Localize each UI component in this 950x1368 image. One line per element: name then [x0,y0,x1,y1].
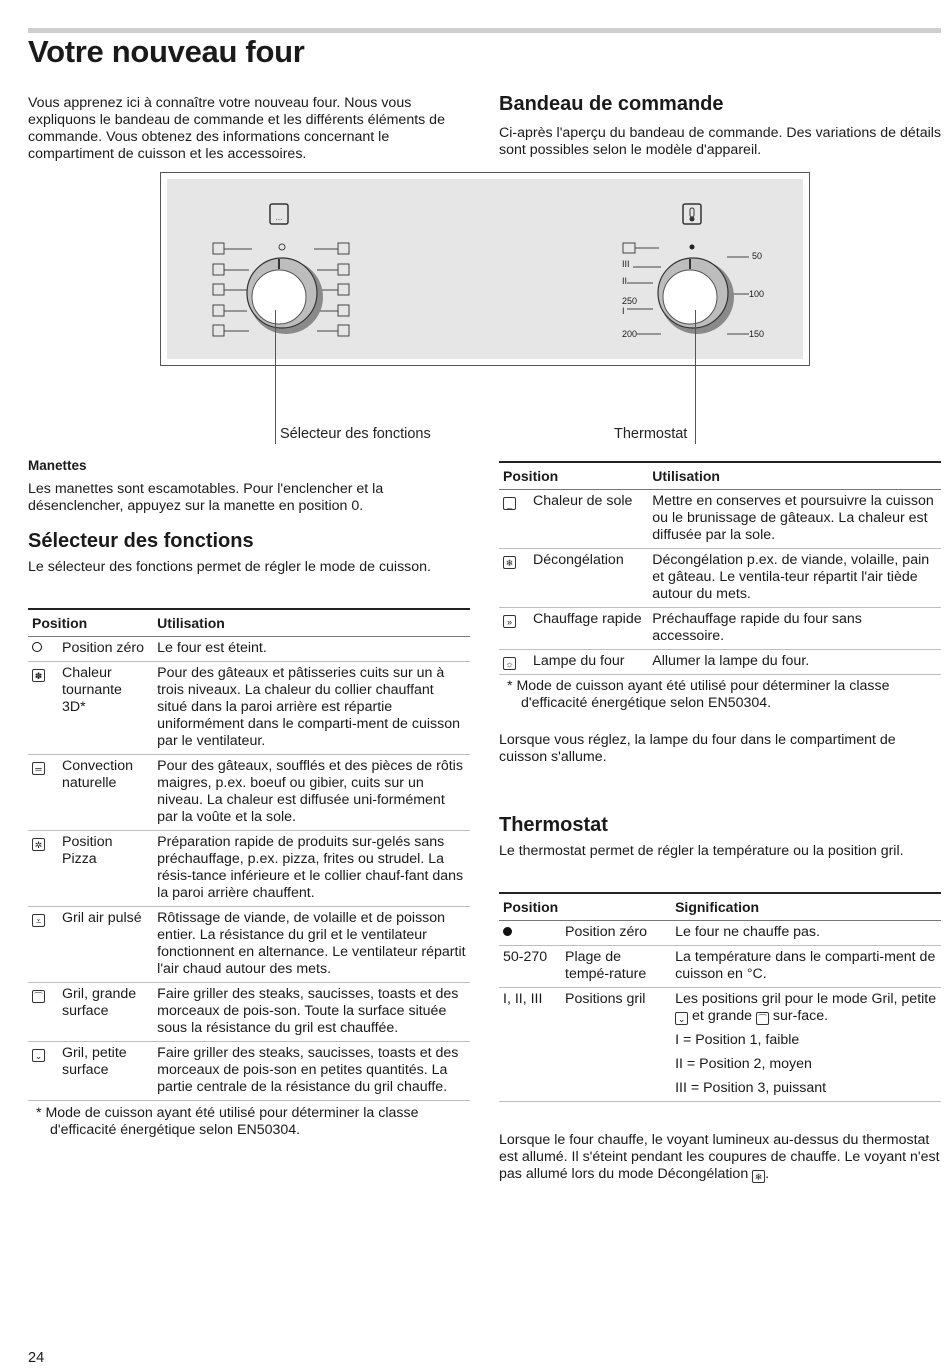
selecteur-footnote: * Mode de cuisson ayant été utilisé pour déterminer la classe d'efficacité énergétique selon EN50304. [36,1105,419,1138]
table-row [28,1042,470,1101]
label-selector: Sélecteur des fonctions [280,426,431,442]
selecteur-table-wrap [28,608,470,1139]
row-name: Position zéro [561,921,671,946]
pizza-setting-icon: ✲ [32,838,45,851]
thermostat-heading: Thermostat [499,814,608,836]
row-use: Préchauffage rapide du four sans accessoire. [648,608,941,650]
zero-position-icon [32,642,42,652]
table-row [499,946,941,988]
row-name: Convection naturelle [58,755,153,831]
bandeau-heading: Bandeau de commande [499,93,724,115]
selecteur-table [28,608,470,1101]
col-signification: Signification [671,893,941,921]
control-panel-illustration [160,172,810,366]
thermostat-note [499,1132,941,1183]
grill-text-a: Les positions gril pour le mode Gril, petite [675,991,937,1007]
label-thermostat: Thermostat [614,426,688,442]
defrost-icon: ❄ [752,1170,765,1183]
selecteur2-footnote: * Mode de cuisson ayant été utilisé pour déterminer la classe d'efficacité énergétique selon EN50304. [507,678,890,711]
intro-text: Vous apprenez ici à connaître votre nouveau four. Nous vous expliquons le bandeau de commande et les différents éléments de commande. Vous obtenez des informations concernant le compartiment de cuisson et les accessoires. [28,95,445,162]
thermostat-table [499,892,941,1102]
thermostat-note-end: . [765,1166,770,1182]
table-row [28,662,470,755]
row-position: I, II, III [499,988,561,1102]
table-row [28,755,470,831]
page-title: Votre nouveau four [28,34,305,69]
scale-III: III [622,259,630,269]
row-name: Position Pizza [58,831,153,907]
oven-lamp-icon: ☼ [503,657,516,670]
selecteur-text: Le sélecteur des fonctions permet de régler le mode de cuisson. [28,559,431,575]
bandeau-text: Ci-après l'aperçu du bandeau de commande. Des variations de détails sont possibles selon le modèle d'appareil. [499,125,941,158]
table-row [499,549,941,608]
row-name: Chauffage rapide [529,608,648,650]
thermostat-knob [658,258,734,334]
lamp-note: Lorsque vous réglez, la lampe du four dans le compartiment de cuisson s'allume. [499,732,896,765]
row-use: Décongélation p.ex. de viande, volaille, pain et gâteau. Le ventila-teur répartit l'air tiède autour du mets. [648,549,941,608]
table-row [499,988,941,1102]
col-utilisation: Utilisation [648,462,941,490]
selecteur-heading: Sélecteur des fonctions [28,530,254,552]
zero-position-dot-icon [503,927,512,936]
circotherm-grill-icon: ⩡ [32,914,45,927]
thermostat-text: Le thermostat permet de régler la température ou la position gril. [499,843,904,859]
selector-leader-line [275,310,276,444]
defrost-icon: ❄ [503,556,516,569]
thermostat-indicator-icon [683,204,701,224]
row-use: Rôtissage de viande, de volaille et de poisson entier. La résistance du gril et le ventilateur fonctionnent en alternance. Le ventilateur répartit l'air chaud autour des mets. [153,907,470,983]
row-name: Position zéro [58,637,153,662]
scale-100: 100 [749,289,765,299]
table-row [28,983,470,1042]
col-position: Position [499,462,648,490]
top-bottom-heat-icon: ═ [32,762,45,775]
row-name: Gril, grande surface [58,983,153,1042]
thermostat-note-text: Lorsque le four chauffe, le voyant lumineux au-dessus du thermostat est allumé. Il s'éteint pendant les coupures de chauffe. Le voyant n'est pas allumé lors du mode Décongélation [499,1132,940,1182]
table-row [28,831,470,907]
scale-200: 200 [622,329,638,339]
thermostat-table-wrap [499,892,941,1102]
scale-50: 50 [752,251,763,261]
grill-level-3: III = Position 3, puissant [675,1080,827,1096]
manettes-heading: Manettes [28,458,87,473]
rapid-heat-icon: » [503,615,516,628]
function-selector-knob [247,258,323,334]
selecteur2-table [499,461,941,675]
table-row [28,907,470,983]
row-use: Le four ne chauffe pas. [671,921,941,946]
svg-text:...: ... [275,214,283,222]
grill-small-icon: ⌄ [32,1049,45,1062]
page-number: 24 [28,1350,45,1366]
grill-large-icon: ⁀ [32,990,45,1003]
row-name: Gril, petite surface [58,1042,153,1101]
row-use: La température dans le comparti-ment de cuisson en °C. [671,946,941,988]
row-name: Positions gril [561,988,671,1102]
table-row [499,921,941,946]
grill-level-2: II = Position 2, moyen [675,1056,812,1072]
row-name: Chaleur de sole [529,490,648,549]
scale-II: II [622,276,628,286]
row-name: Gril air pulsé [58,907,153,983]
row-use: Mettre en conserves et poursuivre la cuisson ou le brunissage de gâteaux. La chaleur est diffusée par la sole. [648,490,941,549]
row-name: Lampe du four [529,650,648,675]
row-name: Plage de tempé-rature [561,946,671,988]
row-use: Faire griller des steaks, saucisses, toasts et des morceaux de pois-son. Toute la surface située sous la résistance du gril est chauffée. [153,983,470,1042]
table-row [499,650,941,675]
grill-level-1: I = Position 1, faible [675,1032,800,1048]
row-use [671,988,941,1102]
col-position: Position [28,609,153,637]
grill-small-icon: ⌄ [675,1012,688,1025]
col-position: Position [499,893,671,921]
row-use: Pour des gâteaux et pâtisseries cuits sur un à trois niveaux. La chaleur du collier chauffant situé dans la paroi arrière est répartie uniformément dans le comparti-ment de cuisson par le ventilateur. [153,662,470,755]
row-name: Décongélation [529,549,648,608]
row-use: Le four est éteint. [153,637,470,662]
table-row [499,490,941,549]
scale-150: 150 [749,329,765,339]
row-use: Faire griller des steaks, saucisses, toasts et des morceaux de pois-son en petites quantités. La partie centrale de la résistance du gril chauffe. [153,1042,470,1101]
hot-air-3d-icon: ✽ [32,669,45,682]
grill-text-b: et grande [692,1008,752,1024]
table-row [28,637,470,662]
selecteur2-table-wrap [499,461,941,766]
bottom-heat-icon: _ [503,497,516,510]
scale-I: I [622,306,625,316]
thermostat-leader-line [695,310,696,444]
top-rule [28,28,941,33]
row-use: Préparation rapide de produits sur-gelés sans préchauffage, p.ex. pizza, frites ou strudel. La résis-tance inférieure et le collier chauf-fant dans la paroi arrière chauffent. [153,831,470,907]
scale-250: 250 [622,296,638,306]
selector-indicator-icon [270,204,288,224]
manettes-text: Les manettes sont escamotables. Pour l'enclencher et la désenclencher, appuyez sur la manette en position 0. [28,481,384,514]
grill-large-icon: ⁀ [756,1012,769,1025]
grill-text-c: sur-face. [772,1008,829,1024]
table-row [499,608,941,650]
row-use: Allumer la lampe du four. [648,650,941,675]
row-use: Pour des gâteaux, soufflés et des pièces de rôtis maigres, p.ex. boeuf ou gibier, cuits sur un niveau. La chaleur est diffusée uni-formément par la voûte et la sole. [153,755,470,831]
row-position: 50-270 [499,946,561,988]
col-utilisation: Utilisation [153,609,470,637]
row-name: Chaleur tournante 3D* [58,662,153,755]
